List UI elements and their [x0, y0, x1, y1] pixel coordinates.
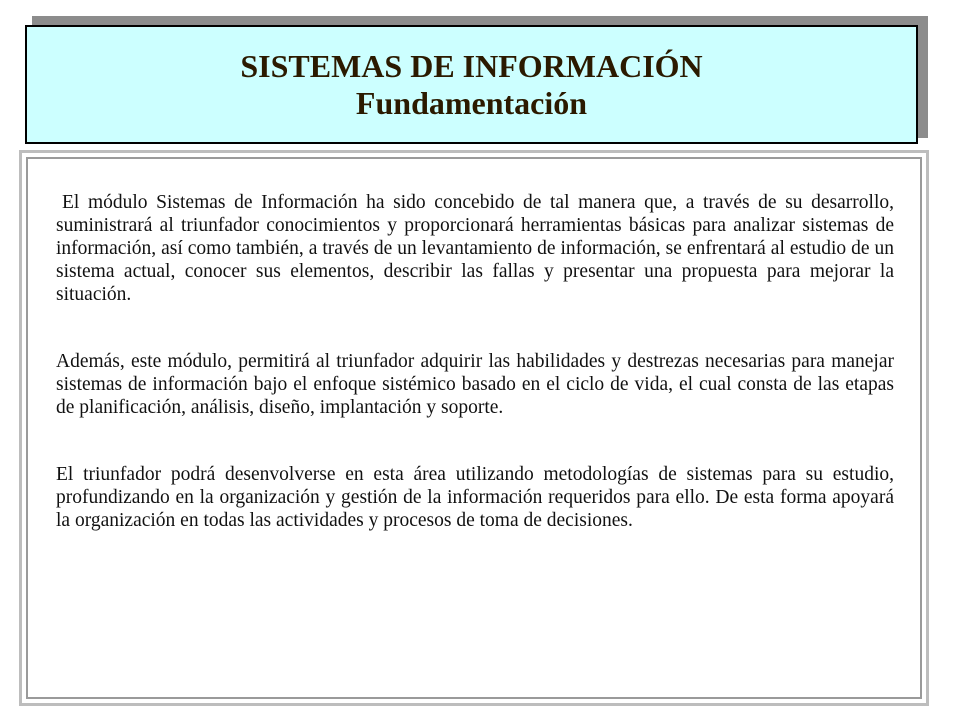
body-text: [56, 191, 894, 576]
title-box: [25, 25, 918, 144]
paragraph-1: El módulo Sistemas de Información ha sido concebido de tal manera que, a través de su desarrollo, suministrará al triunfador conocimientos y proporcionará herramientas básicas para analizar sistemas de información, así como también, a través de un levantamiento de información, se enfrentará al estudio de un sistema actual, conocer sus elementos, describir las fallas y presentar una propuesta para mejorar la situación.: [56, 192, 894, 305]
paragraph-2: Además, este módulo, permitirá al triunfador adquirir las habilidades y destrezas necesarias para manejar sistemas de información bajo el enfoque sistémico basado en el ciclo de vida, el cual consta de las etapas de planificación, análisis, diseño, implantación y soporte.: [56, 351, 894, 418]
paragraph-3: El triunfador podrá desenvolverse en esta área utilizando metodologías de sistemas para su estudio, profundizando en la organización y gestión de la información requeridos para ello. De esta forma apoyará la organización en todas las actividades y procesos de toma de decisiones.: [56, 464, 894, 531]
page-subtitle: Fundamentación: [355, 84, 588, 121]
page-title: SISTEMAS DE INFORMACIÓN: [240, 47, 703, 84]
body-frame: [19, 150, 929, 706]
